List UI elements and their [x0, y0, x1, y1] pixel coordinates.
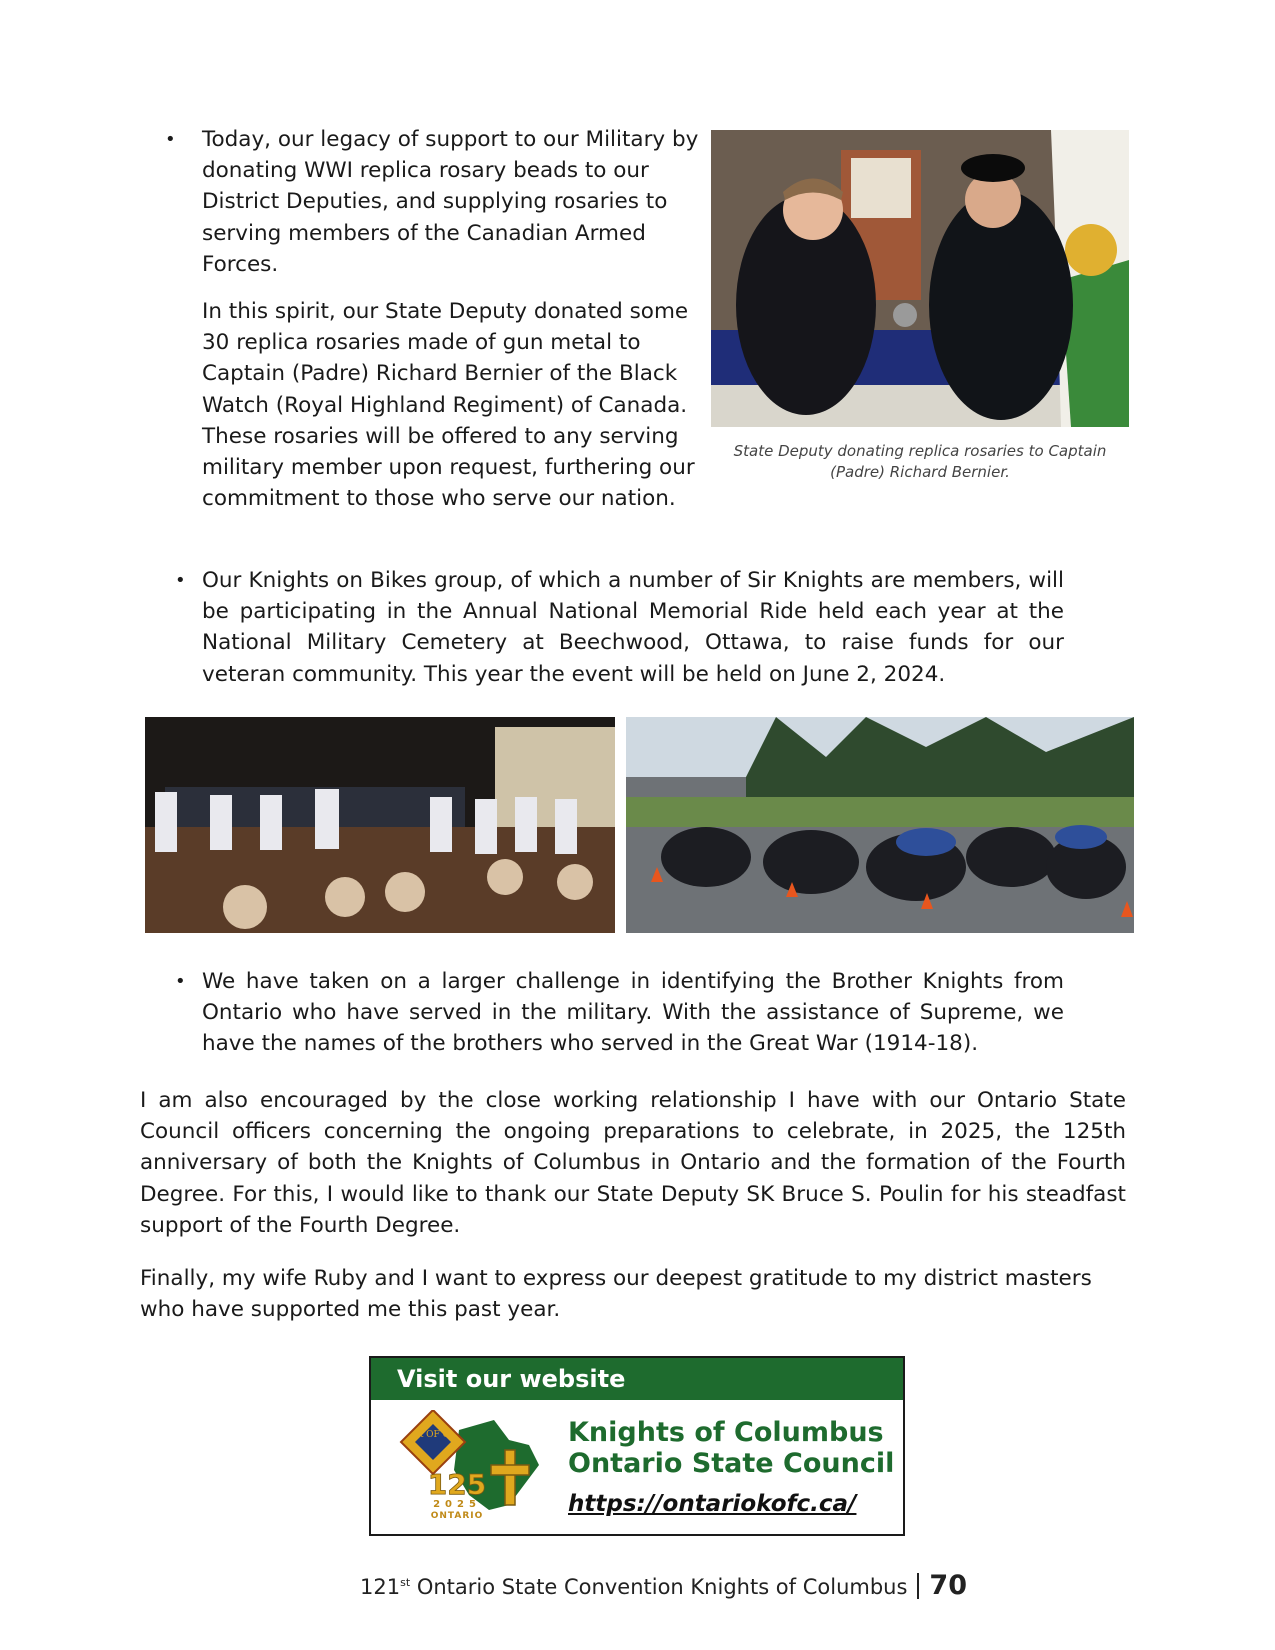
footer-separator	[917, 1573, 919, 1599]
bullet-1-paragraph-2: In this spirit, our State Deputy donated some 30 replica rosaries made of gun metal to Captain (Padre) Richard Bernier of the Black Watch (Royal Highland Regiment) of Canada. These rosaries will be offered to any serving military member upon request, furthering our commitment to those who serve our nation.	[202, 299, 695, 512]
bullet-1-paragraph-1: Today, our legacy of support to our Military by donating WWI replica rosary beads to our District Deputies, and supplying rosaries to serving members of the Canadian Armed Forces.	[202, 127, 699, 277]
footer-ordinal-number: 121	[360, 1575, 401, 1599]
footer-title: Ontario State Convention Knights of Columbus	[416, 1575, 908, 1599]
bullet-marker: •	[165, 129, 176, 150]
page-footer	[360, 1568, 967, 1602]
website-callout-title: Visit our website	[397, 1365, 626, 1393]
footer-ordinal-suffix: st	[400, 1576, 411, 1589]
photo-caption: State Deputy donating replica rosaries to Captain (Padre) Richard Bernier.	[733, 442, 1107, 481]
convention-hall-photo-art	[145, 717, 615, 933]
logo-year-text: 2025	[433, 1499, 481, 1510]
motorcycle-ride-photo	[626, 717, 1134, 933]
logo-badge-text: K OF C	[416, 1430, 450, 1440]
logo-125-text: 125	[427, 1468, 487, 1501]
website-url-link[interactable]: https://ontariokofc.ca/	[568, 1491, 857, 1517]
motorcycle-ride-photo-art	[626, 717, 1134, 933]
rosary-donation-photo	[711, 130, 1129, 427]
convention-hall-photo	[145, 717, 615, 933]
bullet-marker: •	[175, 570, 186, 591]
bullet-2-paragraph: Our Knights on Bikes group, of which a number of Sir Knights are members, will be participating in the Annual National Memorial Ride held each year at the National Military Cemetery at Beechwood, Ottawa, to raise funds for our veteran community. This year the event will be held on June 2, 2024.	[202, 568, 1064, 687]
website-callout-header	[371, 1358, 903, 1400]
bullet-marker: •	[175, 971, 186, 992]
body-paragraph-1: I am also encouraged by the close working relationship I have with our Ontario State Council officers concerning the ongoing preparations to celebrate, in 2025, the 125th anniversary of both the Knights of Columbus in Ontario and the formation of the Fourth Degree. For this, I would like to thank our State Deputy SK Bruce S. Poulin for his steadfast support of the Fourth Degree.	[140, 1088, 1126, 1238]
website-callout	[369, 1356, 905, 1536]
logo-region-text: ONTARIO	[430, 1511, 484, 1520]
page-number: 70	[929, 1570, 967, 1601]
body-paragraph-2: Finally, my wife Ruby and I want to express our deepest gratitude to my district masters who have supported me this past year.	[140, 1266, 1092, 1323]
bullet-3-paragraph: We have taken on a larger challenge in identifying the Brother Knights from Ontario who have served in the military. With the assistance of Supreme, we have the names of the brothers who served in the Great War (1914-18).	[202, 969, 1064, 1057]
kofc-125-ontario-logo	[399, 1410, 549, 1520]
rosary-donation-photo-art	[711, 130, 1129, 427]
org-name-line-2: Ontario State Council	[568, 1448, 895, 1479]
org-name-line-1: Knights of Columbus	[568, 1417, 884, 1448]
